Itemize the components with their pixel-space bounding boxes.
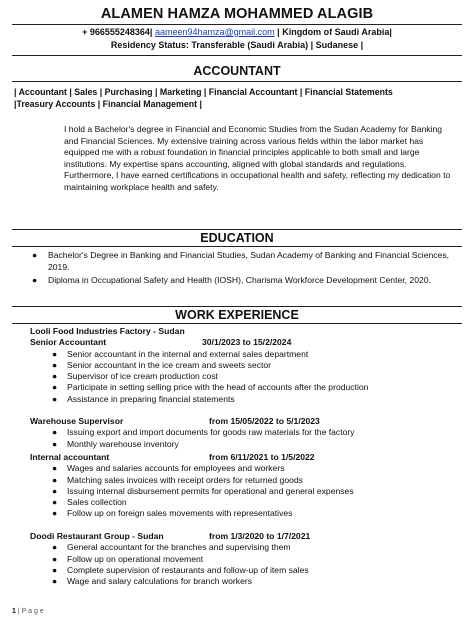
- list-item: ● Participate in setting selling price with the head of accounts after the production: [52, 382, 369, 393]
- job-doodi-restaurant: [30, 531, 460, 587]
- job-title-row: [30, 416, 460, 427]
- company-name: Looli Food Industries Factory - Sudan: [30, 326, 185, 336]
- job-dates: from 15/05/2022 to 5/1/2023: [209, 416, 320, 426]
- job-senior-accountant: [30, 326, 460, 405]
- work-bottom-divider: [12, 323, 462, 324]
- page-label: | P a g e: [17, 608, 44, 615]
- job-internal-accountant: [30, 452, 460, 520]
- role-title: ACCOUNTANT: [193, 64, 281, 78]
- job-title: Internal accountant: [30, 452, 110, 462]
- list-item: ● Complete supervision of restaurants and follow-up of item sales: [52, 564, 309, 575]
- education-bottom-divider: [12, 246, 462, 247]
- contact-divider: [12, 55, 462, 56]
- bullet-icon: ●: [52, 393, 58, 404]
- list-item: ● Issuing export and import documents for goods raw materials for the factory: [52, 427, 355, 438]
- bullet-icon: ●: [52, 382, 58, 393]
- bullet-icon: ●: [52, 438, 58, 449]
- bullet-icon: ●: [52, 371, 58, 382]
- bullet-icon: ●: [52, 553, 58, 564]
- bullet-icon: ●: [52, 359, 58, 370]
- work-top-divider: [12, 306, 462, 307]
- bullet-icon: ●: [32, 250, 38, 260]
- bullet-icon: ●: [52, 348, 58, 359]
- bullet-icon: ●: [52, 463, 58, 474]
- education-top-divider: [12, 229, 462, 230]
- page-number: 1: [12, 608, 16, 615]
- bullet-icon: ●: [52, 474, 58, 485]
- list-item: ● Supervisor of ice cream production cost: [52, 371, 218, 382]
- job-warehouse-supervisor: [30, 416, 460, 450]
- company-name: Doodi Restaurant Group - Sudan: [30, 531, 164, 541]
- bullet-icon: ●: [52, 497, 58, 508]
- job-duties: [30, 349, 460, 405]
- job-title-row: [30, 531, 460, 542]
- job-dates: 30/1/2023 to 15/2/2024: [202, 337, 292, 348]
- education-title: EDUCATION: [200, 231, 274, 245]
- bullet-icon: ●: [52, 564, 58, 575]
- job-duties: [30, 463, 460, 519]
- job-dates: from 6/11/2021 to 1/5/2022: [209, 452, 315, 462]
- location: | Kingdom of Saudi Arabia|: [277, 27, 392, 37]
- candidate-name: ALAMEN HAMZA MOHAMMED ALAGIB: [100, 6, 374, 22]
- residency-status: Residency Status: Transferable (Saudi Arabia) | Sudanese |: [110, 40, 364, 50]
- list-item: ● Matching sales invoices with receipt orders for returned goods: [52, 474, 303, 485]
- education-item: ● Bachelor's Degree in Banking and Financial Studies, Sudan Academy of Banking and Financial Sciences, 2019.: [32, 250, 450, 272]
- name-divider: [12, 24, 462, 25]
- list-item: ● Follow up on foreign sales movements with representatives: [52, 508, 293, 519]
- bullet-icon: ●: [52, 485, 58, 496]
- list-item: ● Follow up on operational movement: [52, 553, 204, 564]
- job-duties: [30, 427, 460, 450]
- professional-summary: I hold a Bachelor's degree in Financial and Economic Studies from the Sudan Academy for Banking and Financial Sciences. My extensive training across various fields within the labor market has equipped me with a robust foundation in financial principles applicable to both small and large institutions. My expertise spans accounting, aligned with global standards and regulations. Furthermore, I have earned certifications in occupational health and safety, reflecting my dedication to maintaining workplace health and safety.: [64, 124, 451, 192]
- bullet-icon: ●: [52, 508, 58, 519]
- keywords: [14, 86, 462, 110]
- bullet-icon: ●: [32, 275, 38, 286]
- list-item: ● Assistance in preparing financial statements: [52, 393, 235, 404]
- bullet-icon: ●: [52, 542, 58, 553]
- list-item: ● Sales collection: [52, 497, 127, 508]
- phone-number: + 966555248364|: [82, 27, 153, 37]
- job-title: Warehouse Supervisor: [30, 416, 124, 426]
- education-list: [28, 250, 458, 289]
- work-experience-title: WORK EXPERIENCE: [175, 308, 299, 322]
- keywords-line-1: | Accountant | Sales | Purchasing | Marketing | Financial Accountant | Financial Statements: [14, 87, 393, 97]
- list-item: ● Senior accountant in the ice cream and sweets sector: [52, 359, 271, 370]
- education-item: ● Diploma in Occupational Safety and Health (IOSH), Charisma Workforce Development Center, 2020.: [32, 275, 431, 286]
- job-duties: [30, 542, 460, 587]
- list-item: ● Senior accountant in the internal and external sales department: [52, 348, 309, 359]
- role-divider: [12, 81, 462, 82]
- job-dates: from 1/3/2020 to 1/7/2021: [209, 531, 311, 541]
- list-item: ● Wage and salary calculations for branch workers: [52, 576, 253, 587]
- bullet-icon: ●: [52, 427, 58, 438]
- job-title: Senior Accountant: [30, 337, 107, 348]
- list-item: ● Monthly warehouse inventory: [52, 438, 179, 449]
- page-footer: [12, 608, 44, 615]
- keywords-line-2: |Treasury Accounts | Financial Management |: [14, 99, 202, 109]
- list-item: ● Issuing internal disbursement permits for operational and general expenses: [52, 485, 354, 496]
- list-item: ● Wages and salaries accounts for employees and workers: [52, 463, 285, 474]
- contact-line: [0, 27, 474, 39]
- email-link[interactable]: aameen94hamza@gmail.com: [154, 27, 275, 37]
- job-title-row: [30, 452, 460, 463]
- bullet-icon: ●: [52, 576, 58, 587]
- job-title-row: [30, 337, 460, 348]
- list-item: ● General accountant for the branches and supervising them: [52, 542, 291, 553]
